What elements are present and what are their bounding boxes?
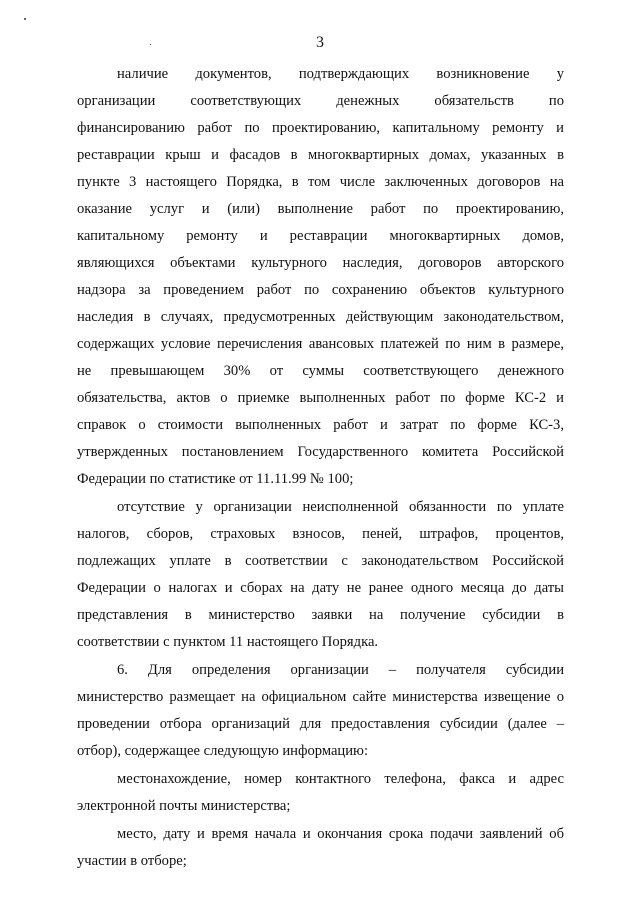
text-line: являющихся объектами культурного наследия, договоров авторского xyxy=(77,255,564,271)
text-line: министерство размещает на официальном сайте министерства извещение о xyxy=(77,689,564,705)
text-line: пункте 3 настоящего Порядка, в том числе заключенных договоров на xyxy=(77,174,564,190)
text-line: электронной почты министерства; xyxy=(77,798,291,814)
text-line: участии в отборе; xyxy=(77,853,187,869)
text-line: организации соответствующих денежных обязательств по xyxy=(77,93,564,109)
text-line: реставрации крыш и фасадов в многоквартирных домах, указанных в xyxy=(77,147,564,163)
text-line: надзора за проведением работ по сохранению объектов культурного xyxy=(77,282,564,298)
page-number: 3 xyxy=(316,34,324,51)
text-line: подлежащих уплате в соответствии с законодательством Российской xyxy=(77,553,564,569)
text-line: соответствии с пунктом 11 настоящего Порядка. xyxy=(77,634,379,650)
text-line: представления в министерство заявки на получение субсидии в xyxy=(77,607,564,623)
text-line: место, дату и время начала и окончания срока подачи заявлений об xyxy=(117,826,564,842)
paragraph-application-dates xyxy=(77,821,564,875)
text-line: финансированию работ по проектированию, капитальному ремонту и xyxy=(77,120,564,136)
text-line: содержащих условие перечисления авансовых платежей по ним в размере, xyxy=(77,336,564,352)
text-line: справок о стоимости выполненных работ и затрат по форме КС-3, xyxy=(77,417,564,433)
text-line: проведении отбора организаций для предоставления субсидии (далее – xyxy=(77,716,564,732)
text-line: утвержденных постановлением Государственного комитета Российской xyxy=(77,444,564,460)
paragraph-contacts xyxy=(77,766,564,820)
text-line: отсутствие у организации неисполненной обязанности по уплате xyxy=(117,499,564,515)
text-line: обязательства, актов о приемке выполненных работ по форме КС-2 и xyxy=(77,390,564,406)
text-line: отбор), содержащее следующую информацию: xyxy=(77,743,369,759)
text-line: капитальному ремонту и реставрации многоквартирных домов, xyxy=(77,228,564,244)
text-line: наличие документов, подтверждающих возникновение у xyxy=(117,66,564,82)
text-line: Федерации о налогах и сборах на дату не ранее одного месяца до даты xyxy=(77,580,564,596)
document-body xyxy=(77,61,564,875)
paragraph-documents xyxy=(77,61,564,493)
text-line: местонахождение, номер контактного телефона, факса и адрес xyxy=(117,771,564,787)
text-line: не превышающем 30% от суммы соответствующего денежного xyxy=(77,363,564,379)
text-line: 6. Для определения организации – получателя субсидии xyxy=(117,662,564,678)
text-line: наследия в случаях, предусмотренных действующим законодательством, xyxy=(77,309,564,325)
text-line: оказание услуг и (или) выполнение работ по проектированию, xyxy=(77,201,564,217)
text-line: налогов, сборов, страховых взносов, пеней, штрафов, процентов, xyxy=(77,526,564,542)
text-line: Федерации по статистике от 11.11.99 № 100; xyxy=(77,471,354,487)
paragraph-no-tax-debt xyxy=(77,494,564,656)
paragraph-section-6 xyxy=(77,657,564,765)
scan-speck xyxy=(24,18,26,20)
